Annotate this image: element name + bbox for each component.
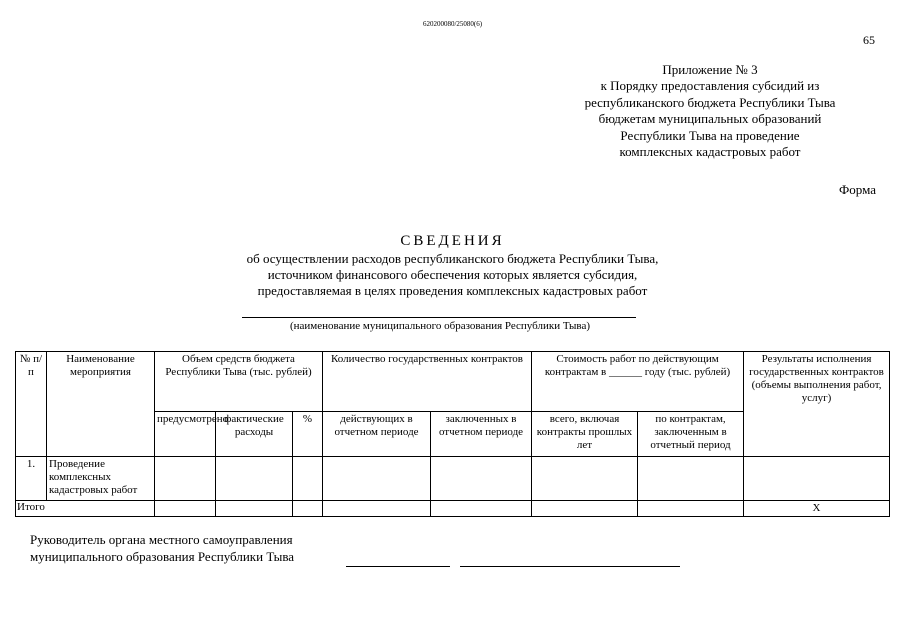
table-cell [155,501,216,517]
header-results: Результаты исполнения государственных контрактов (объемы выполнения работ, услуг) [744,352,890,457]
appendix-line: Республики Тыва на проведение [620,127,800,143]
row-name: Проведение комплексных кадастровых работ [47,457,155,501]
municipality-name-caption: (наименование муниципального образования Республики Тыва) [289,320,590,332]
table-cell [744,457,890,501]
header-contracts-count: Количество государственных контрактов [323,352,532,412]
table-cell [293,457,323,501]
report-table [15,351,890,517]
municipality-name-line [242,317,636,318]
table-cell [431,457,532,501]
table-cell [323,501,431,517]
form-label: Форма [839,182,876,197]
table-cell [323,457,431,501]
signature-line-2: муниципального образования Республики Тыва [30,549,295,564]
total-label: Итого [16,501,155,517]
signature-block [30,531,294,565]
document-subtitle [120,251,785,299]
table-cell [216,457,293,501]
subtitle-line: источником финансового обеспечения которых является субсидия, [267,267,638,282]
header-cost: Стоимость работ по действующим контрактам в ______ году (тыс. рублей) [532,352,744,412]
appendix-line: бюджетам муниципальных образований [598,111,822,127]
table-cell [532,457,638,501]
appendix-block [545,62,875,160]
subheader-actual: фактические расходы [216,412,293,457]
signature-line-1: Руководитель органа местного самоуправления [30,532,293,547]
header-num: № п/п [16,352,47,457]
page-number: 65 [863,33,875,47]
header-budget: Объем средств бюджета Республики Тыва (тыс. рублей) [155,352,323,412]
table-cell [638,501,744,517]
table-cell [155,457,216,501]
subheader-by-contracts: по контрактам, заключенным в отчетный период [638,412,744,457]
total-results-mark: Х [744,501,890,517]
table-row [16,457,890,501]
subheader-active: действующих в отчетном периоде [323,412,431,457]
document-title: СВЕДЕНИЯ [400,233,505,249]
document-id: 620200080/25080(6) [422,20,483,28]
subheader-concluded: заключенных в отчетном периоде [431,412,532,457]
appendix-line: комплексных кадастровых работ [619,144,801,160]
row-num: 1. [16,457,47,501]
subheader-total-incl: всего, включая контракты прошлых лет [532,412,638,457]
table-cell [431,501,532,517]
table-total-row [16,501,890,517]
appendix-line: к Порядку предоставления субсидий из [600,78,820,94]
subtitle-line: предоставляемая в целях проведения комплексных кадастровых работ [257,283,648,298]
table-cell [216,501,293,517]
appendix-title: Приложение № 3 [662,62,758,77]
header-name: Наименование мероприятия [47,352,155,457]
subheader-planned: предусмотрено [155,412,216,457]
table-cell [532,501,638,517]
subtitle-line: об осуществлении расходов республиканского бюджета Республики Тыва, [246,251,659,266]
table-cell [638,457,744,501]
subheader-percent: % [293,412,323,457]
table-cell [293,501,323,517]
signature-name-blank [460,566,680,567]
appendix-line: республиканского бюджета Республики Тыва [584,94,836,110]
table-header-row [16,352,890,412]
signature-blank [346,566,450,567]
